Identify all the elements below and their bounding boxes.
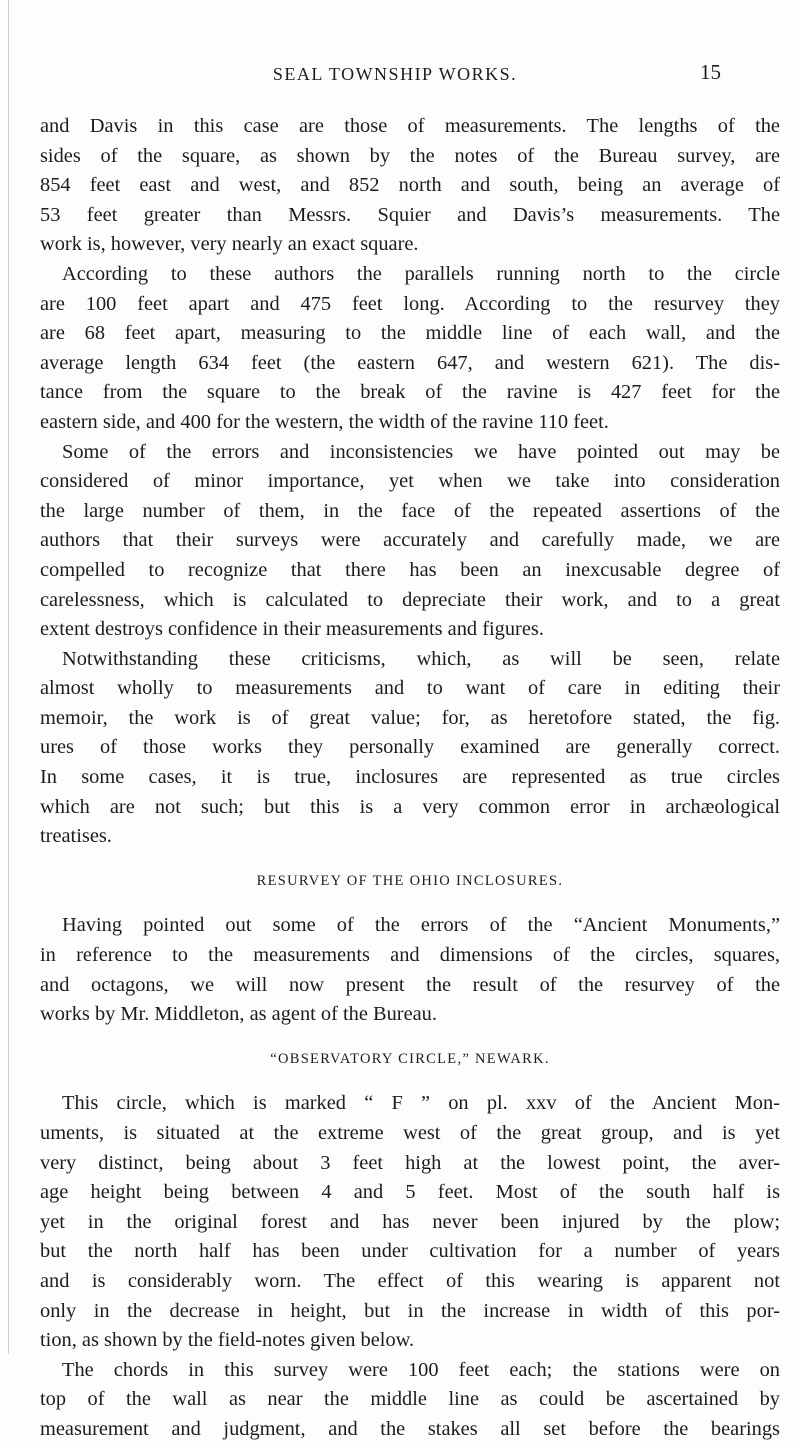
text-line: but the north half has been under cultivation for a number of years: [40, 1240, 780, 1263]
text-line: work is, however, very nearly an exact square.: [40, 233, 419, 256]
text-line: and Davis in this case are those of measurements. The lengths of the: [40, 115, 780, 137]
text-line: extent destroys confidence in their measurements and figures.: [40, 618, 544, 641]
text-line: eastern side, and 400 for the western, the width of the ravine 110 feet.: [40, 410, 609, 433]
text-line: According to these authors the parallels running north to the circle: [62, 262, 780, 285]
text-line: measurement and judgment, and the stakes all set before the bearings: [40, 1417, 780, 1440]
text-line: very distinct, being about 3 feet high at the lowest point, the aver-: [40, 1151, 780, 1174]
text-line: average length 634 feet (the eastern 647, and western 621). The dis-: [40, 351, 780, 374]
text-line: authors that their surveys were accurately and carefully made, we are: [40, 529, 780, 552]
spacer: [40, 896, 780, 911]
text-line: carelessness, which is calculated to depreciate their work, and to a great: [40, 588, 780, 611]
text-line: only in the decrease in height, but in the increase in width of this por-: [40, 1299, 780, 1322]
page-edge-shadow: [8, 0, 9, 1354]
section-heading: RESURVEY OF THE OHIO INCLOSURES.: [256, 872, 564, 889]
spacer: [40, 852, 780, 867]
text-line: Having pointed out some of the errors of the “Ancient Monuments,”: [62, 914, 780, 937]
paragraph: [40, 112, 780, 260]
paragraph: [40, 260, 780, 438]
text-line: in reference to the measurements and dimensions of the circles, squares,: [40, 944, 780, 967]
paragraph: [40, 911, 780, 1029]
text-line: ures of those works they personally examined are generally correct.: [40, 736, 780, 759]
text-line: memoir, the work is of great value; for, as heretofore stated, the fig.: [40, 706, 780, 729]
text-line: 854 feet east and west, and 852 north and south, being an average of: [40, 174, 780, 197]
text-line: tion, as shown by the field-notes given below.: [40, 1329, 415, 1352]
text-line: which are not such; but this is a very common error in archæological: [40, 795, 780, 818]
text-line: age height being between 4 and 5 feet. Most of the south half is: [40, 1181, 780, 1204]
text-line: the large number of them, in the face of the repeated assertions of the: [40, 499, 780, 522]
paragraph: [40, 645, 780, 852]
text-line: 53 feet greater than Messrs. Squier and Davis’s measurements. The: [40, 203, 780, 226]
text-line: sides of the square, as shown by the notes of the Bureau survey, are: [40, 144, 780, 167]
text-line: works by Mr. Middleton, as agent of the Bureau.: [40, 1003, 437, 1026]
paragraph: [40, 438, 780, 645]
text-line: The chords in this survey were 100 feet each; the stations were on: [62, 1358, 780, 1381]
text-line: tance from the square to the break of the ravine is 427 feet for the: [40, 381, 780, 404]
page-body: [40, 112, 780, 1445]
text-line: compelled to recognize that there has been an inexcusable degree of: [40, 558, 780, 581]
text-line: yet in the original forest and has never been injured by the plow;: [40, 1210, 780, 1233]
text-line: are 68 feet apart, measuring to the middle line of each wall, and the: [40, 322, 780, 345]
text-line: Notwithstanding these criticisms, which, as will be seen, relate: [62, 647, 780, 670]
text-line: Some of the errors and inconsistencies we have pointed out may be: [62, 440, 780, 463]
text-line: and is considerably worn. The effect of this wearing is apparent not: [40, 1269, 780, 1292]
running-header: SEAL TOWNSHIP WORKS.: [272, 64, 518, 84]
page-number: 15: [700, 60, 721, 84]
spacer: [40, 1030, 780, 1045]
spacer: [40, 1074, 780, 1089]
text-line: top of the wall as near the middle line as could be ascertained by: [40, 1388, 780, 1411]
text-line: and octagons, we will now present the result of the resurvey of the: [40, 973, 780, 996]
text-line: treatises.: [40, 825, 112, 848]
text-line: are 100 feet apart and 475 feet long. According to the resurvey they: [40, 292, 780, 315]
text-line: In some cases, it is true, inclosures are represented as true circles: [40, 766, 780, 789]
text-line: almost wholly to measurements and to want of care in editing their: [40, 677, 780, 700]
subsection-heading: “OBSERVATORY CIRCLE,” NEWARK.: [270, 1050, 550, 1067]
paragraph: [40, 1356, 780, 1445]
text-line: This circle, which is marked “ F ” on pl. xxv of the Ancient Mon-: [62, 1092, 780, 1115]
text-line: uments, is situated at the extreme west of the great group, and is yet: [40, 1122, 780, 1144]
paragraph: [40, 1089, 780, 1355]
text-line: considered of minor importance, yet when we take into consideration: [40, 470, 780, 493]
